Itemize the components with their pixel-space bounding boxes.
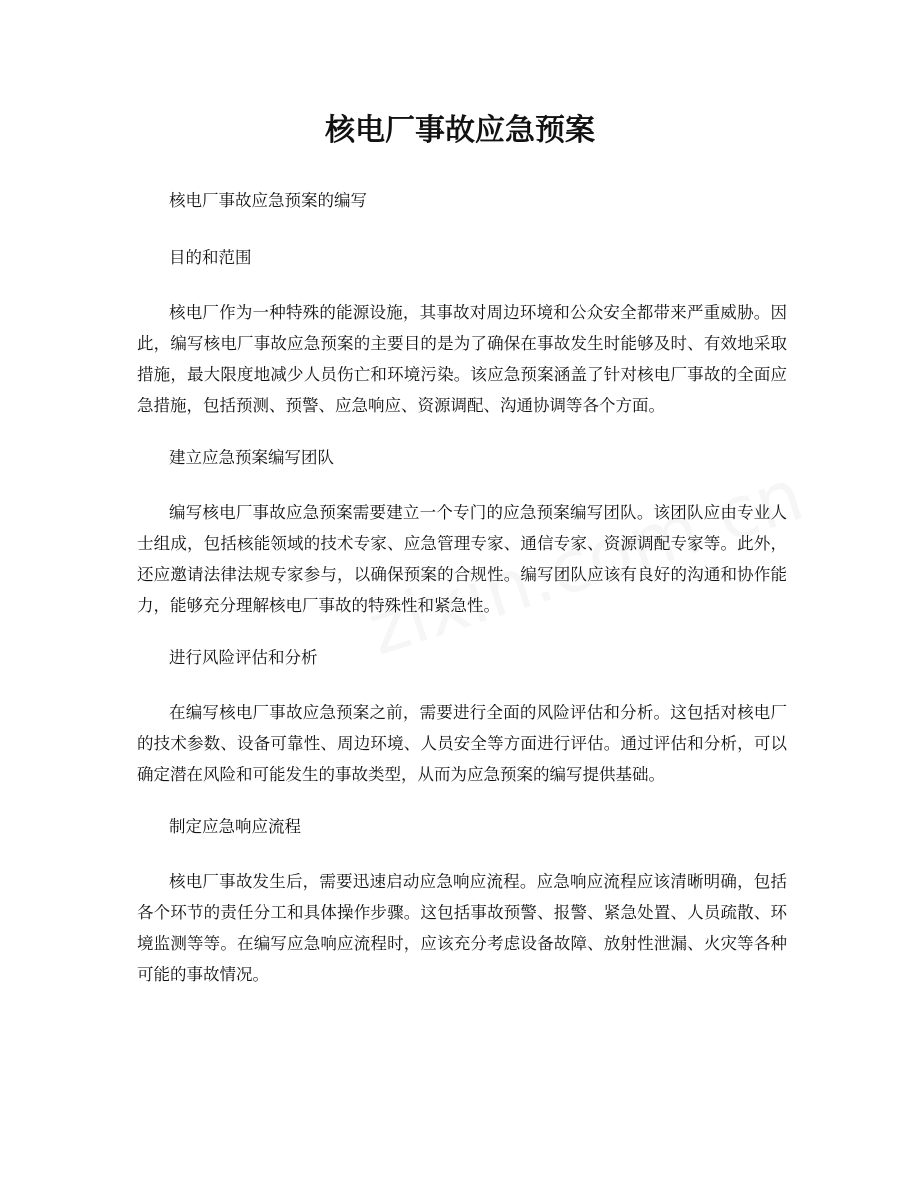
paragraph: 编写核电厂事故应急预案需要建立一个专门的应急预案编写团队。该团队应由专业人士组成，包括核能领域的技术专家、应急管理专家、通信专家、资源调配专家等。此外，还应邀请法律法规专家参与，以确保预案的合规性。编写团队应该有良好的沟通和协作能力，能够充分理解核电厂事故的特殊性和紧急性。 bbox=[137, 503, 787, 615]
paragraph: 核电厂事故发生后，需要迅速启动应急响应流程。应急响应流程应该清晰明确，包括各个环节的责任分工和具体操作步骤。这包括事故预警、报警、紧急处置、人员疏散、环境监测等等。在编写应急响应流程时，应该充分考虑设备故障、放射性泄漏、火灾等各种可能的事故情况。 bbox=[137, 872, 787, 984]
section-heading: 核电厂事故应急预案的编写 bbox=[169, 191, 367, 210]
paragraph: 在编写核电厂事故应急预案之前，需要进行全面的风险评估和分析。这包括对核电厂的技术参数、设备可靠性、周边环境、人员安全等方面进行评估。通过评估和分析，可以确定潜在风险和可能发生的事故类型，从而为应急预案的编写提供基础。 bbox=[137, 703, 787, 784]
document-body bbox=[137, 183, 787, 1009]
section-heading: 进行风险评估和分析 bbox=[169, 648, 318, 667]
section-heading: 目的和范围 bbox=[169, 248, 252, 267]
paragraph: 核电厂作为一种特殊的能源设施，其事故对周边环境和公众安全都带来严重威胁。因此，编写核电厂事故应急预案的主要目的是为了确保在事故发生时能够及时、有效地采取措施，最大限度地减少人员伤亡和环境污染。该应急预案涵盖了针对核电厂事故的全面应急措施，包括预测、预警、应急响应、资源调配、沟通协调等各个方面。 bbox=[137, 303, 787, 415]
section-heading: 制定应急响应流程 bbox=[169, 817, 301, 836]
section-heading: 建立应急预案编写团队 bbox=[169, 448, 334, 467]
document-title: 核电厂事故应急预案 bbox=[325, 113, 595, 148]
